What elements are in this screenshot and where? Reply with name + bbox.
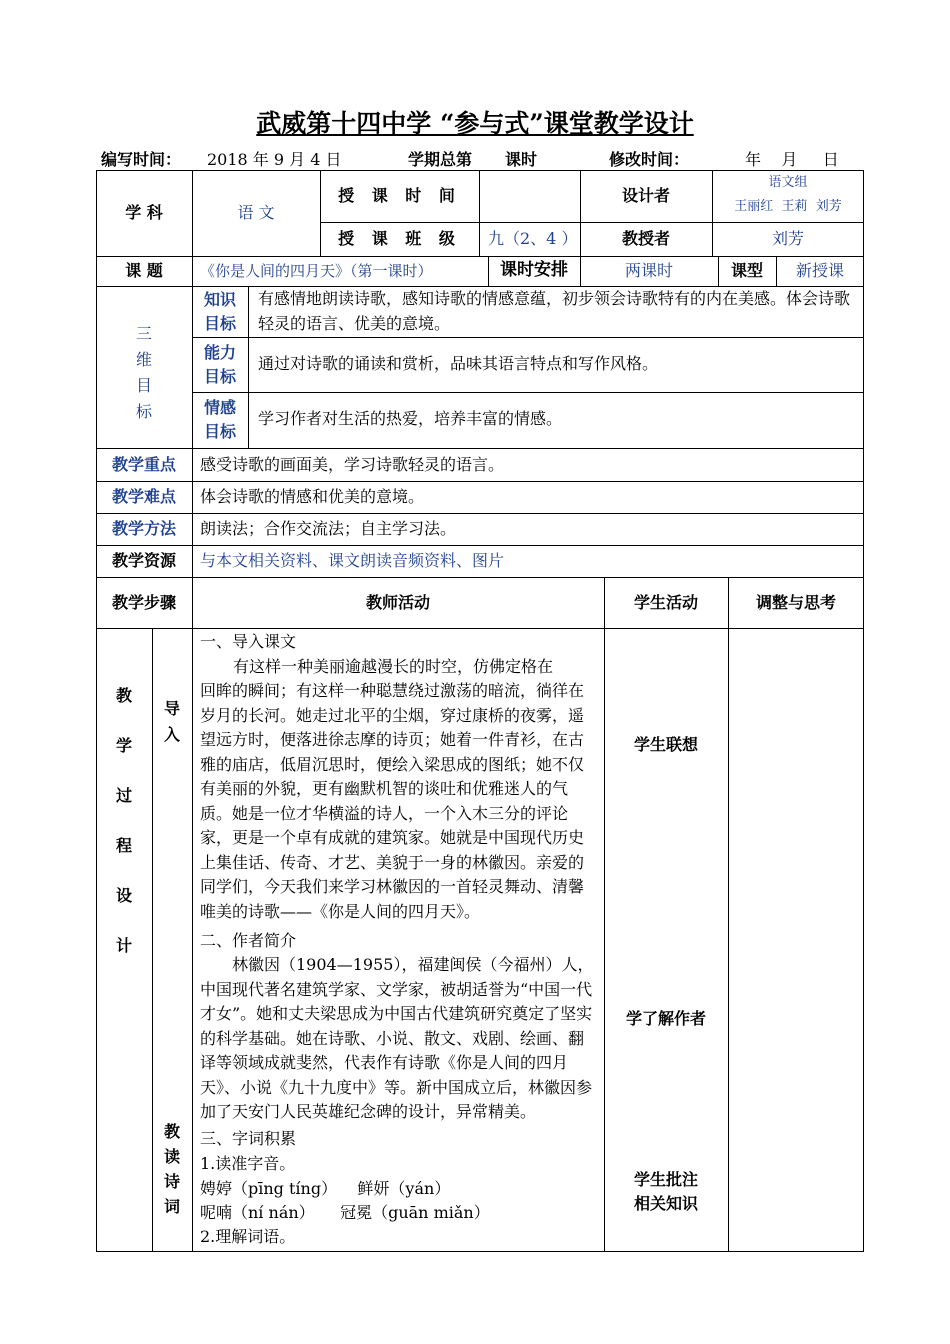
teacher-label: 教授者 [621, 229, 670, 248]
col-student-header: 学生活动 [633, 593, 698, 612]
pronunciation-step: 1.读准字音。 [200, 1154, 296, 1173]
designer-label: 设计者 [621, 186, 670, 205]
write-time-label: 编写时间： [101, 150, 182, 169]
designer-group: 语文组 [768, 175, 808, 190]
step-char: 读 [163, 1147, 180, 1166]
page-title: 武威第十四中学 “参与式”课堂教学设计 [256, 109, 694, 138]
line [192, 392, 864, 393]
key-point-value: 感受诗歌的画面美，学习诗歌轻灵的语言。 [200, 455, 505, 474]
label-line: 能力 [203, 343, 236, 362]
label-line: 目标 [203, 314, 236, 333]
line [192, 170, 193, 286]
step-char: 词 [163, 1197, 180, 1216]
meaning-step: 2.理解词语。 [200, 1227, 296, 1246]
student-activity-2: 学了解作者 [625, 1009, 706, 1028]
teacher-value: 刘芳 [771, 229, 804, 248]
type-label: 课型 [730, 261, 763, 280]
line [192, 577, 193, 1252]
pinyin-line-2: 呢喃（ní nán） 冠冕（guān miǎn） [200, 1203, 490, 1222]
pinyin-line-1: 娉婷（pīng tíng） 鲜妍（yán） [200, 1179, 451, 1198]
step-char: 诗 [163, 1172, 180, 1191]
line [96, 513, 864, 514]
step-char: 导 [163, 699, 180, 718]
line [320, 222, 864, 223]
line [479, 170, 480, 256]
topic-value: 《你是人间的四月天》（第一课时） [200, 262, 433, 280]
line [96, 628, 864, 629]
label-line: 目标 [203, 367, 236, 386]
class-label: 授 课 班 级 [338, 229, 461, 248]
knowledge-goal-text: 有感情地朗读诗歌，感知诗歌的情感意蕴，初步领会诗歌特有的内在美感。体会诗歌轻灵的语言、优美的意境。 [258, 289, 851, 333]
modify-time-value: 年 月 日 [745, 150, 839, 169]
vocab-heading: 三、字词积累 [200, 1129, 297, 1148]
schedule-value: 两课时 [624, 261, 673, 280]
intro-paragraph: 回眸的瞬间；有这样一种聪慧绕过激荡的暗流，徜徉在岁月的长河。她走过北平的尘烟，穿过康桥的夜雾，遥望远方时，便落进徐志摩的诗页；她着一件青衫，在古雅的庙店，低眉沉思时，便绘入梁思成的图纸；她不仅有美丽的外貌，更有幽默机智的谈吐和优雅迷人的气质。她是一位才华横溢的诗人，一个入木三分的评论家，更是一个卓有成就的建筑家。她就是中国现代历史上集佳话、传奇、才艺、美貌于一身的林徽因。亲爱的同学们，今天我们来学习林徽因的一首轻灵舞动、清馨唯美的诗歌——《你是人间的四月天》。 [200, 681, 585, 921]
line [192, 337, 864, 338]
line [248, 286, 249, 448]
col-adjust-header: 调整与思考 [755, 593, 836, 612]
goals-char: 维 [135, 350, 152, 369]
goals-section-label [96, 321, 192, 425]
difficulty-value: 体会诗歌的情感和优美的意境。 [200, 487, 425, 506]
resource-value: 与本文相关资料、课文朗读音频资料、图片 [200, 551, 505, 570]
col-teacher-header: 教师活动 [365, 593, 430, 612]
step-intro-label [152, 696, 192, 748]
knowledge-goal-label [192, 288, 248, 336]
process-char: 设 [115, 886, 132, 905]
line [96, 256, 864, 257]
line [728, 577, 729, 1252]
line [96, 481, 864, 482]
student-activity-1: 学生联想 [633, 735, 698, 754]
semester-label: 学期总第 [408, 150, 473, 169]
line [604, 577, 605, 1252]
process-char: 程 [115, 836, 132, 855]
resource-label: 教学资源 [111, 551, 176, 570]
process-char: 教 [115, 686, 132, 705]
label-line: 知识 [203, 290, 236, 309]
goals-char: 三 [135, 324, 152, 343]
step-char: 教 [163, 1122, 180, 1141]
lesson-plan-table [96, 170, 864, 1252]
topic-label: 课 题 [125, 261, 163, 280]
method-label: 教学方法 [111, 519, 176, 538]
time-label: 授 课 时 间 [338, 186, 461, 205]
label-line: 情感 [203, 398, 236, 417]
author-paragraph: 林徽因（1904—1955），福建闽侯（今福州）人，中国现代著名建筑学家、文学家，被胡适誉为“中国一代才女”。她和丈夫梁思成为中国古代建筑研究奠定了坚实的科学基础。她在诗歌、小说、散文、戏剧、绘画、翻译等领域成就斐然，代表作有诗歌《你是人间的四月天》、小说《九十九度中》等。新中国成立后，林徽因参加了天安门人民英雄纪念碑的设计，异常精美。 [200, 955, 594, 1121]
author-heading: 二、作者简介 [200, 931, 297, 950]
process-char: 过 [115, 786, 132, 805]
intro-heading: 一、导入课文 [200, 632, 297, 651]
process-char: 学 [115, 736, 132, 755]
difficulty-label: 教学难点 [111, 487, 176, 506]
designer-names: 王丽红 王莉 刘芳 [734, 199, 842, 214]
emotion-goal-label [192, 396, 248, 444]
step-char: 入 [163, 725, 180, 744]
lesson-label: 课时 [505, 150, 538, 169]
subject-label: 学 科 [125, 203, 163, 222]
write-time-value: 2018 年 9 月 4 日 [207, 150, 342, 169]
goals-char: 目 [135, 376, 152, 395]
class-value: 九（2、4 ） [488, 229, 578, 248]
student-activity-3b: 相关知识 [633, 1194, 698, 1213]
ability-goal-label [192, 341, 248, 389]
process-section-label [96, 671, 152, 971]
schedule-label: 课时安排 [500, 260, 568, 280]
emotion-goal-text: 学习作者对生活的热爱，培养丰富的情感。 [258, 409, 563, 428]
line [192, 448, 193, 577]
goals-char: 标 [135, 402, 152, 421]
type-value: 新授课 [795, 261, 844, 280]
student-activity-3a: 学生批注 [633, 1170, 698, 1189]
key-point-label: 教学重点 [111, 455, 176, 474]
method-value: 朗读法；合作交流法；自主学习法。 [200, 519, 457, 538]
line [96, 448, 864, 449]
line [96, 545, 864, 546]
label-line: 目标 [203, 422, 236, 441]
subject-value: 语 文 [237, 203, 275, 222]
step-read-label [152, 1119, 192, 1219]
process-char: 计 [115, 936, 132, 955]
line [96, 577, 864, 578]
ability-goal-text: 通过对诗歌的诵读和赏析，品味其语言特点和写作风格。 [258, 354, 659, 373]
col-steps-header: 教学步骤 [111, 593, 176, 612]
modify-time-label: 修改时间： [609, 150, 690, 169]
intro-first-line: 有这样一种美丽逾越漫长的时空，仿佛定格在 [233, 657, 554, 676]
